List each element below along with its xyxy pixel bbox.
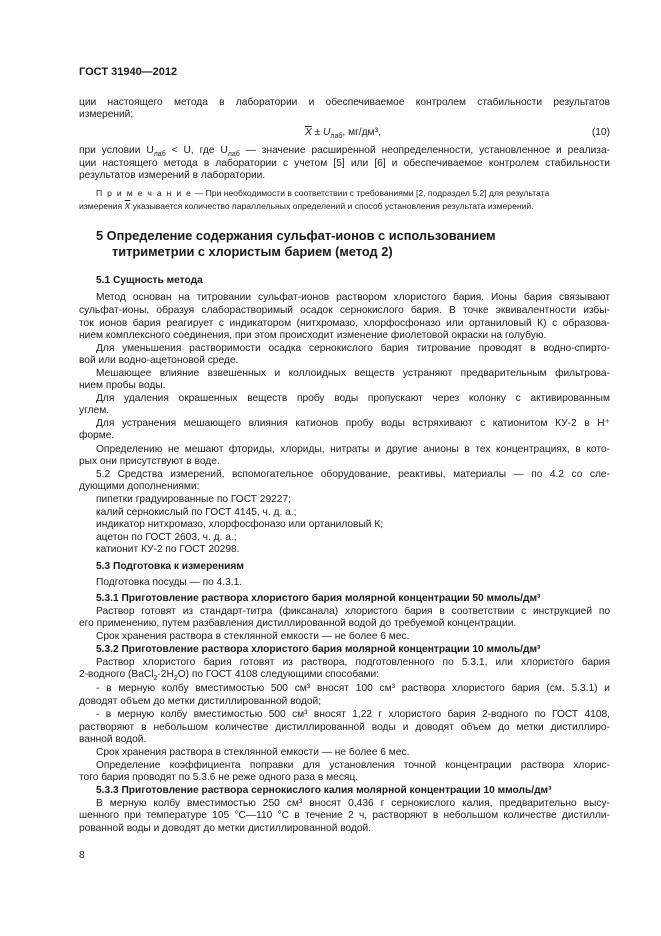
document-header: ГОСТ 31940—2012 [79,66,178,78]
paragraph-line: Срок хранения раствора в стеклянной емкости — не более 6 мес. [96,747,410,758]
list-item: - в мерную колбу вместимостью 500 см³ вносят 1,22 г хлористого бария 2-водного по ГОСТ 4108, [96,709,610,720]
subscript: лаб [227,151,240,159]
formula-subscript: лаб [330,133,343,141]
formula-number: (10) [591,127,610,138]
paragraph-line: ции настоящего метода в лаборатории и обеспечиваемое контролем стабильности результатов [79,97,610,108]
list-item: ацетон по ГОСТ 2603, ч. д. а.; [96,532,237,543]
page-number: 8 [79,850,85,861]
paragraph-line: Раствор готовят из стандарт-титра (фиксанала) хлористого бария в соответствии с инструкцией по [96,606,610,617]
subsection-heading: 5.1 Сущность метода [96,275,203,286]
text-part: 2-водного (BaCl [79,669,154,680]
paragraph-line: измерений; [79,109,134,120]
text-part: — значение расширенной неопределенности, установленное и реализа- [239,145,611,156]
paragraph-line: Для устранения мешающего влияния катионов пробу воды встряхивают с катионитом КУ-2 в Н⁺ [96,418,610,429]
note-line [96,188,610,200]
list-item: пипетки градуированные по ГОСТ 29227; [96,494,291,505]
section-heading: титриметрии с хлористым барием (метод 2) [112,244,393,259]
note-text: — При необходимости в соответствии с требованиями [2, подраздел 5.2] для результата [192,188,550,198]
paragraph-line: рованной воды и доводят до метки дистиллированной водой. [79,823,372,834]
text-part: ·2H [157,669,174,680]
text-part: при условии U [79,145,154,156]
paragraph-line: ток ионов бария реагирует с индикатором (нитхромазо, хлорфосфоназо или ортаниловый К) с образова- [79,318,610,329]
note-line [79,201,610,213]
list-item: калий сернокислый по ГОСТ 4145, ч. д. а.; [96,507,297,518]
paragraph-line: Определение коэффициента поправки для установления точной концентрации раствора хлорис- [96,760,610,771]
note-text: указывается количество параллельных определений и способ установления результата измерений. [130,201,534,211]
section-heading: 5 Определение содержания сульфат-ионов с использованием [96,228,496,243]
subsection-heading: 5.3.1 Приготовление раствора хлористого бария молярной концентрации 50 ммоль/дм³ [96,593,541,604]
subsection-heading: 5.3.2 Приготовление раствора хлористого бария молярной концентрации 10 ммоль/дм³ [96,644,541,655]
paragraph-line: его применению, путем разбавления дистиллированной водой до требуемой концентрации. [79,618,517,629]
formula-mean-symbol: $\overline{X}$ [305,127,312,138]
paragraph-line: нием комплексного соединения, при этом происходит изменение фиолетовой окраски на голубую. [79,330,547,341]
paragraph-line: того бария проводят по 5.3.6 не реже одного раза в месяц. [79,772,359,783]
subsection-heading: 5.3.3 Приготовление раствора сернокислого калия молярной концентрации 10 ммоль/дм³ [96,785,552,796]
paragraph-line: Срок хранения раствора в стеклянной емкости — не более 6 мес. [96,631,410,642]
paragraph-line: рых они присутствуют в воде. [79,456,220,467]
paragraph-line: Подготовка посуды — по 4.3.1. [96,577,243,588]
paragraph-line: ции настоящего метода в лаборатории с учетом [5] или [6] и обеспечиваемое контролем стабильности [79,158,610,169]
paragraph-line: шенного при температуре 105 °С—110 °С в течение 2 ч, растворяют в небольшом количестве дистилли- [79,810,610,821]
formula-part: ± U [311,127,331,138]
text-part: O) по ГОСТ 4108 следующими способами: [177,669,380,680]
paragraph-line: форме. [79,430,115,441]
subscript: 2 [173,675,178,683]
paragraph-line: доводят объем до метки дистиллированной водой; [79,696,322,707]
paragraph-line: Метод основан на титровании сульфат-ионов раствором хлористого бария. Ионы бария связывают [96,292,610,303]
paragraph-line: Мешающее влияние взвешенных и коллоидных веществ устраняют предварительным фильтрова- [96,368,610,379]
paragraph-line: 5.2 Средства измерений, вспомогательное оборудование, реактивы, материалы — по 4.2 со сле- [96,469,610,480]
list-item: - в мерную колбу вместимостью 500 см³ вносят 100 см³ раствора хлористого бария (см. 5.3.1) и [96,683,610,694]
paragraph-line: дующими дополнениями: [79,481,200,492]
paragraph-line: ванной водой. [79,734,147,745]
paragraph-line: Для уменьшения растворимости осадка сернокислого бария титрование проводят в водно-спирто- [96,343,610,354]
note-label: П р и м е ч а н и е [96,188,193,198]
paragraph-line: углем. [79,405,110,416]
paragraph-line: результатов измерений в лаборатории. [79,170,266,181]
paragraph-line: Для удаления окрашенных веществ пробу воды пропускают через колонку с активированным [96,393,610,404]
note-text: измерения [79,201,125,211]
subscript: 2 [153,675,158,683]
list-item: индикатор нитхромазо, хлорфосфоназо или ортаниловый К; [96,519,384,530]
formula-part: , мг/дм³, [342,127,381,138]
subscript: лаб [153,151,166,159]
paragraph-line: нием пробы воды. [79,380,166,391]
subsection-heading: 5.3 Подготовка к измерениям [96,561,244,572]
note-mean-symbol: $\overline{X}$ [124,201,131,211]
paragraph-line: Раствор хлористого бария готовят из раствора, подготовленного по 5.3.1, или хлористого бария [96,657,610,668]
paragraph-line: Определению не мешают фториды, хлориды, нитраты и другие анионы в тех концентрациях, в кото- [96,444,610,455]
text-part: < U, где U [165,145,228,156]
paragraph-line: В мерную колбу вместимостью 250 см³ вносят 0,436 г сернокислого калия, предварительно высу- [96,798,610,809]
paragraph-line: сульфат-ионы, образуя слаборастворимый осадок сернокислого бария. В точке эквивалентности избы- [79,305,610,316]
formula [305,127,425,144]
paragraph-line: вой или водно-ацетоновой среде. [79,355,239,366]
list-item: катионит КУ-2 по ГОСТ 20298. [96,544,240,555]
paragraph-line: растворяют в небольшом количестве дистиллированной воды и доводят объем до метки дистиллиро- [79,722,610,733]
